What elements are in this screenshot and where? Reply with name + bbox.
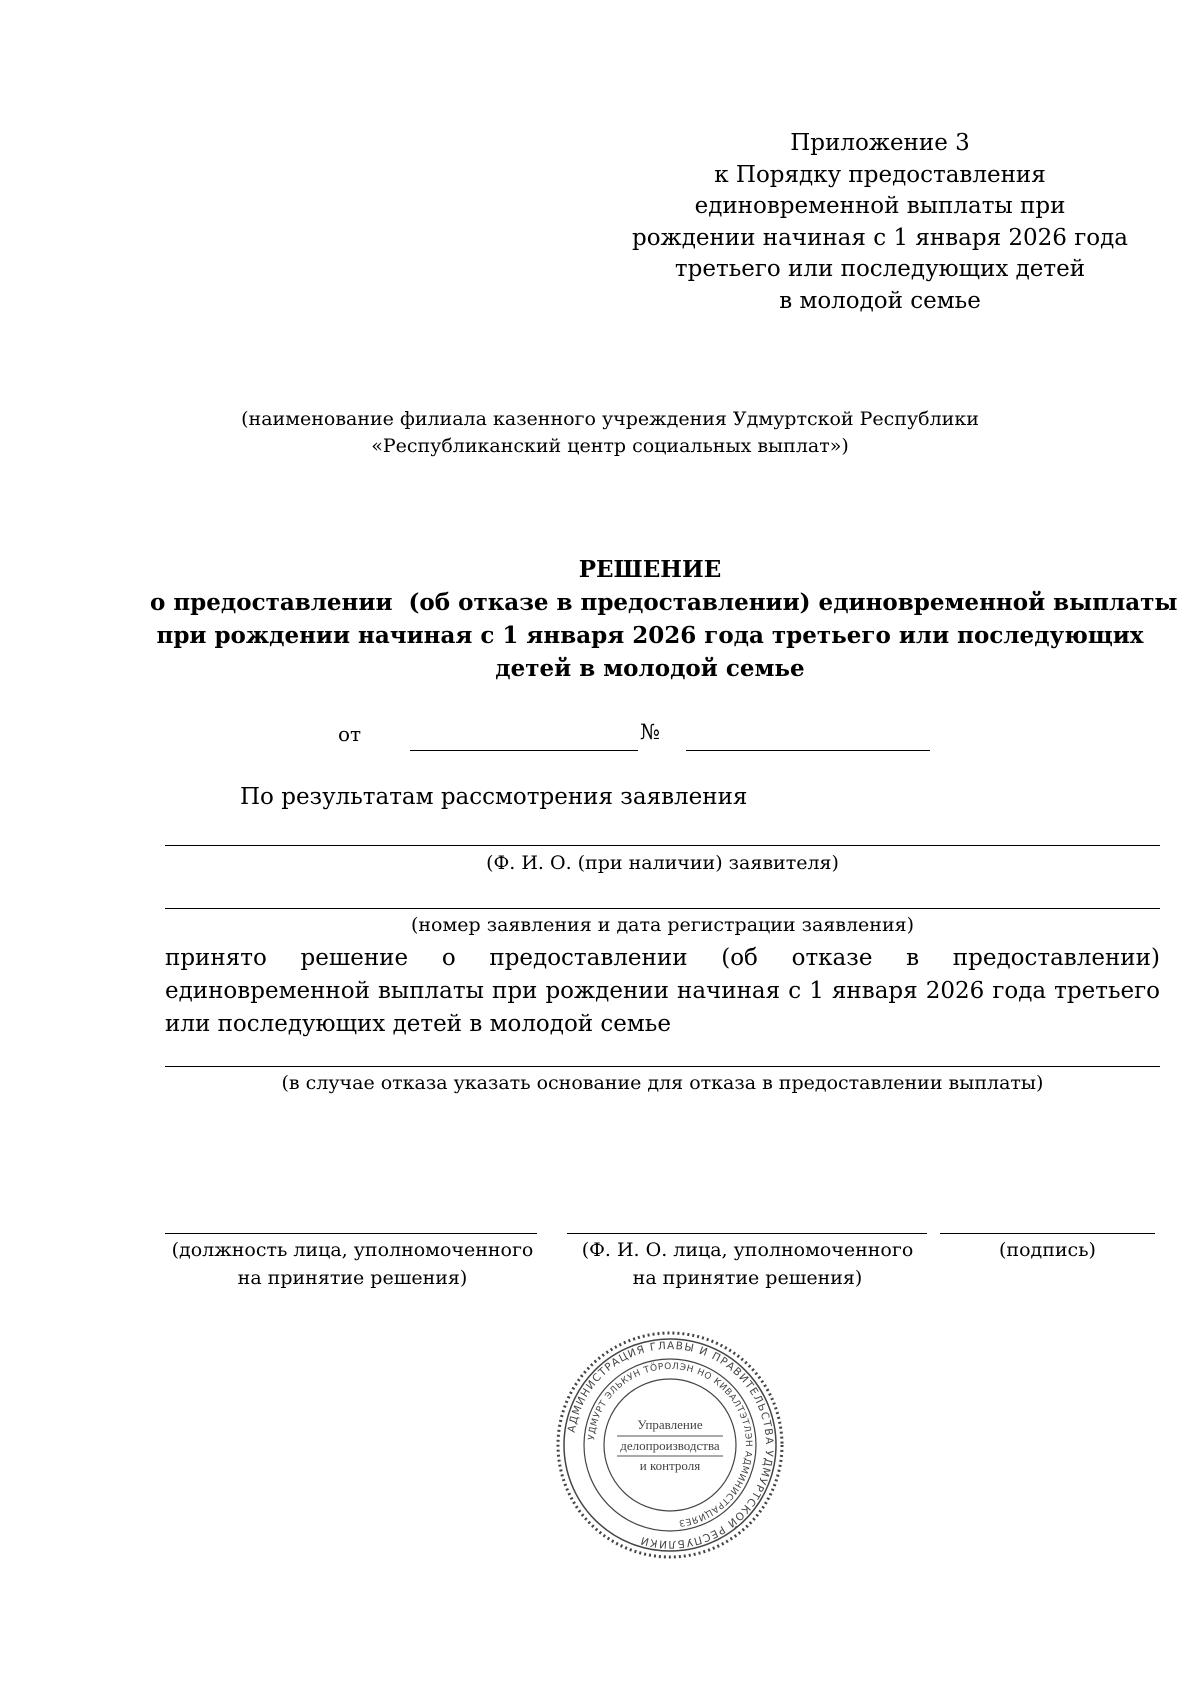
position-caption xyxy=(160,1236,545,1292)
stamp-outer-text: АДМИНИСТРАЦИЯ ГЛАВЫ И ПРАВИТЕЛЬСТВА УДМУРТСКОЙ РЕСПУБЛИКИ xyxy=(565,1339,776,1551)
date-number-row xyxy=(0,712,1200,752)
decision-line xyxy=(165,942,1160,975)
refusal-reason-line xyxy=(165,1066,1160,1067)
application-caption: (номер заявления и дата регистрации заявления) xyxy=(410,914,915,936)
signature-line xyxy=(940,1233,1155,1234)
decision-word: решение xyxy=(300,945,409,971)
number-label: № xyxy=(640,720,660,744)
position-caption-line: (должность лица, уполномоченного xyxy=(171,1239,534,1261)
decision-word: предоставлении) xyxy=(952,945,1160,971)
appendix-line: единовременной выплаты при xyxy=(694,193,1066,219)
stamp-center-line: делопроизводства xyxy=(620,1438,720,1453)
intro-text: По результатам рассмотрения заявления xyxy=(240,784,748,810)
title-line: о предоставлении (об отказе в предоставлении) единовременной выплаты xyxy=(150,589,1178,616)
organization-caption xyxy=(160,406,1060,460)
name-line xyxy=(567,1233,927,1234)
appendix-line: в молодой семье xyxy=(779,287,981,314)
appendix-line: третьего или последующих детей xyxy=(674,256,1086,282)
stamp-center-line: Управление xyxy=(637,1417,703,1432)
refusal-caption: (в случае отказа указать основание для отказа в предоставлении выплаты) xyxy=(281,1072,1044,1094)
decision-word: в xyxy=(906,945,920,971)
decision-text xyxy=(165,942,1160,1041)
appendix-line: Приложение 3 xyxy=(790,130,970,156)
decision-word: предоставлении xyxy=(489,945,688,971)
name-caption-line: на принятие решения) xyxy=(632,1267,863,1289)
stamp-center-line: и контроля xyxy=(639,1458,701,1473)
decision-word: отказе xyxy=(791,945,873,971)
date-field-line xyxy=(410,750,638,751)
signature-caption-line: (подпись) xyxy=(999,1239,1096,1261)
title-line: при рождении начиная с 1 января 2026 года третьего или последующих xyxy=(156,622,1144,649)
decision-word: принято xyxy=(165,945,267,971)
from-label: от xyxy=(338,722,362,746)
organization-caption-line: «Республиканский центр социальных выплат») xyxy=(371,435,849,457)
decision-word: (об xyxy=(721,945,758,971)
appendix-block xyxy=(630,128,1130,317)
application-field-line xyxy=(165,908,1160,909)
position-caption-line: на принятие решения) xyxy=(237,1267,468,1289)
applicant-field-line xyxy=(165,845,1160,846)
appendix-line: рождении начиная с 1 января 2026 года xyxy=(631,224,1129,251)
number-field-line xyxy=(686,750,930,751)
organization-caption-line: (наименование филиала казенного учреждения Удмуртской Республики xyxy=(241,408,979,430)
document-title xyxy=(150,553,1178,685)
applicant-caption: (Ф. И. О. (при наличии) заявителя) xyxy=(486,852,839,874)
decision-word: о xyxy=(441,945,456,971)
title-line: детей в молодой семье xyxy=(495,655,805,682)
decision-line: единовременной выплаты при рождении начиная с 1 января 2026 года третьего xyxy=(165,978,1160,1004)
official-stamp xyxy=(555,1330,785,1560)
name-caption xyxy=(560,1236,935,1292)
appendix-line: к Порядку предоставления xyxy=(714,161,1046,188)
signature-caption xyxy=(940,1236,1155,1264)
name-caption-line: (Ф. И. О. лица, уполномоченного xyxy=(581,1239,914,1261)
stamp-inner-text: УДМУРТ ЭЛЬКУН ТӦРОЛЭН НО КИВАЛТЭТЛЭН АДМИНИСТРАЦИЯЕЗ xyxy=(587,1361,754,1528)
position-line xyxy=(165,1233,537,1234)
decision-line: или последующих детей в молодой семье xyxy=(165,1011,671,1037)
title-heading: РЕШЕНИЕ xyxy=(578,556,722,583)
